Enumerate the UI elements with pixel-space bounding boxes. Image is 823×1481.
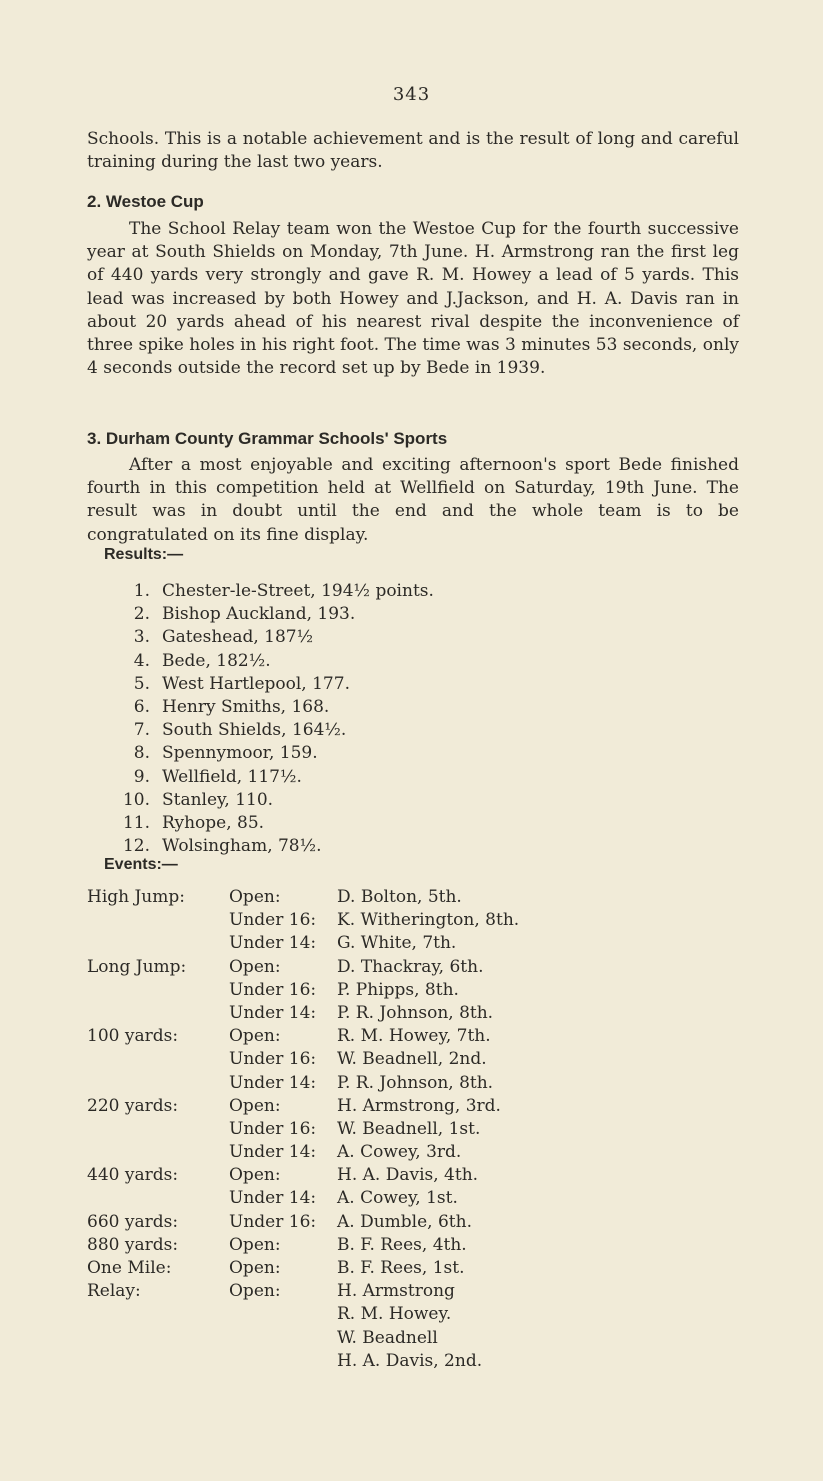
event-name: 880 yards: bbox=[87, 1234, 179, 1255]
result-text: South Shields, 164½. bbox=[162, 720, 347, 741]
event-category: Under 14: bbox=[229, 1072, 317, 1093]
event-athlete: B. F. Rees, 4th. bbox=[337, 1234, 467, 1255]
event-name: Relay: bbox=[87, 1281, 141, 1302]
event-athlete: A. Cowey, 3rd. bbox=[337, 1142, 462, 1163]
event-name: 220 yards: bbox=[87, 1095, 179, 1116]
result-rank: 5. bbox=[133, 673, 150, 694]
event-athlete: P. Phipps, 8th. bbox=[337, 979, 459, 1000]
event-category: Under 16: bbox=[229, 1118, 317, 1139]
result-rank: 11. bbox=[122, 812, 150, 833]
event-category: Open: bbox=[229, 1281, 281, 1302]
list-item bbox=[104, 812, 434, 835]
list-item bbox=[104, 673, 434, 696]
event-athlete: H. A. Davis, 2nd. bbox=[337, 1350, 483, 1371]
result-rank: 3. bbox=[133, 627, 150, 648]
list-item bbox=[104, 626, 434, 649]
result-rank: 12. bbox=[122, 836, 150, 857]
result-rank: 7. bbox=[133, 720, 150, 741]
event-athlete: W. Beadnell bbox=[337, 1327, 438, 1348]
event-name: Long Jump: bbox=[87, 956, 187, 977]
result-rank: 6. bbox=[133, 696, 150, 717]
event-athlete: K. Witherington, 8th. bbox=[337, 910, 520, 931]
result-text: Stanley, 110. bbox=[162, 789, 274, 810]
event-athlete: H. Armstrong, 3rd. bbox=[337, 1095, 501, 1116]
result-text: Bishop Auckland, 193. bbox=[162, 604, 356, 625]
events-heading: Events:— bbox=[104, 856, 178, 873]
result-rank: 1. bbox=[133, 581, 150, 601]
event-athlete: A. Cowey, 1st. bbox=[337, 1188, 458, 1209]
event-athlete: A. Dumble, 6th. bbox=[337, 1211, 472, 1232]
list-item bbox=[104, 580, 434, 603]
result-rank: 2. bbox=[133, 604, 150, 625]
event-name: 660 yards: bbox=[87, 1211, 179, 1232]
result-rank: 8. bbox=[133, 743, 150, 764]
event-name: 440 yards: bbox=[87, 1165, 179, 1186]
list-item bbox=[104, 742, 434, 765]
event-athlete: D. Thackray, 6th. bbox=[337, 956, 484, 977]
section-heading-county-sports: 3. Durham County Grammar Schools' Sports bbox=[87, 429, 448, 448]
list-item bbox=[104, 789, 434, 812]
result-text: Chester-le-Street, 194½ points. bbox=[162, 581, 434, 601]
list-item bbox=[104, 766, 434, 789]
intro-paragraph: Schools. This is a notable achievement and is the result of long and careful training during the last two years. bbox=[87, 129, 739, 173]
event-athlete: R. M. Howey, 7th. bbox=[337, 1026, 491, 1047]
list-item bbox=[104, 650, 434, 673]
event-name: One Mile: bbox=[87, 1258, 172, 1278]
event-athlete: P. R. Johnson, 8th. bbox=[337, 1072, 494, 1093]
section-heading-westoe-cup: 2. Westoe Cup bbox=[87, 192, 204, 211]
event-category: Under 14: bbox=[229, 933, 317, 954]
event-athlete: R. M. Howey. bbox=[337, 1304, 452, 1325]
county-sports-paragraph: After a most enjoyable and exciting afternoon's sport Bede finished fourth in this competition held at Wellfield on Saturday, 19th June. The result was in doubt until the end and the whole team is to be congratulated on its fine display. bbox=[87, 455, 739, 545]
event-category: Open: bbox=[229, 1258, 281, 1278]
event-athlete: G. White, 7th. bbox=[337, 933, 457, 954]
result-rank: 9. bbox=[133, 766, 150, 787]
event-athlete: B. F. Rees, 1st. bbox=[337, 1258, 465, 1278]
event-category: Under 16: bbox=[229, 1211, 317, 1232]
event-athlete: W. Beadnell, 1st. bbox=[337, 1118, 481, 1139]
page-number: 343 bbox=[392, 84, 431, 105]
event-name: 100 yards: bbox=[87, 1026, 179, 1047]
event-athlete: D. Bolton, 5th. bbox=[337, 887, 462, 907]
result-rank: 4. bbox=[133, 650, 150, 671]
result-text: Wellfield, 117½. bbox=[162, 766, 302, 787]
result-text: Ryhope, 85. bbox=[162, 812, 265, 833]
event-category: Open: bbox=[229, 1095, 281, 1116]
event-name: High Jump: bbox=[87, 887, 185, 907]
result-rank: 10. bbox=[122, 789, 150, 810]
event-category: Open: bbox=[229, 956, 281, 977]
list-item bbox=[104, 603, 434, 626]
event-athlete: P. R. Johnson, 8th. bbox=[337, 1002, 494, 1023]
result-text: West Hartlepool, 177. bbox=[162, 673, 350, 694]
event-category: Under 16: bbox=[229, 1049, 317, 1070]
event-category: Under 14: bbox=[229, 1142, 317, 1163]
result-text: Henry Smiths, 168. bbox=[162, 696, 330, 717]
list-item bbox=[104, 719, 434, 742]
event-category: Open: bbox=[229, 1234, 281, 1255]
result-text: Gateshead, 187½ bbox=[162, 627, 314, 648]
results-list bbox=[104, 580, 434, 858]
event-category: Open: bbox=[229, 887, 281, 907]
result-text: Spennymoor, 159. bbox=[162, 743, 318, 764]
event-category: Open: bbox=[229, 1165, 281, 1186]
event-category: Under 16: bbox=[229, 910, 317, 931]
results-heading: Results:— bbox=[104, 546, 184, 563]
event-athlete: H. A. Davis, 4th. bbox=[337, 1165, 479, 1186]
event-category: Under 16: bbox=[229, 979, 317, 1000]
westoe-cup-paragraph: The School Relay team won the Westoe Cup for the fourth successive year at South Shields on Monday, 7th June. H. Armstrong ran the first leg of 440 yards very strongly and gave R. M. Howey a lead of 5 yards. This lead was increased by both Howey and J.Jackson, and H. A. Davis ran in about 20 yards ahead of his nearest rival despite the inconvenience of three spike holes in his right foot. The time was 3 minutes 53 seconds, only 4 seconds outside the record set up by Bede in 1939. bbox=[87, 219, 739, 379]
list-item bbox=[104, 835, 434, 858]
event-athlete: H. Armstrong bbox=[337, 1281, 455, 1302]
result-text: Bede, 182½. bbox=[162, 650, 271, 671]
event-category: Open: bbox=[229, 1026, 281, 1047]
result-text: Wolsingham, 78½. bbox=[162, 836, 322, 857]
event-athlete: W. Beadnell, 2nd. bbox=[337, 1049, 487, 1070]
event-category: Under 14: bbox=[229, 1188, 317, 1209]
event-category: Under 14: bbox=[229, 1002, 317, 1023]
list-item bbox=[104, 696, 434, 719]
